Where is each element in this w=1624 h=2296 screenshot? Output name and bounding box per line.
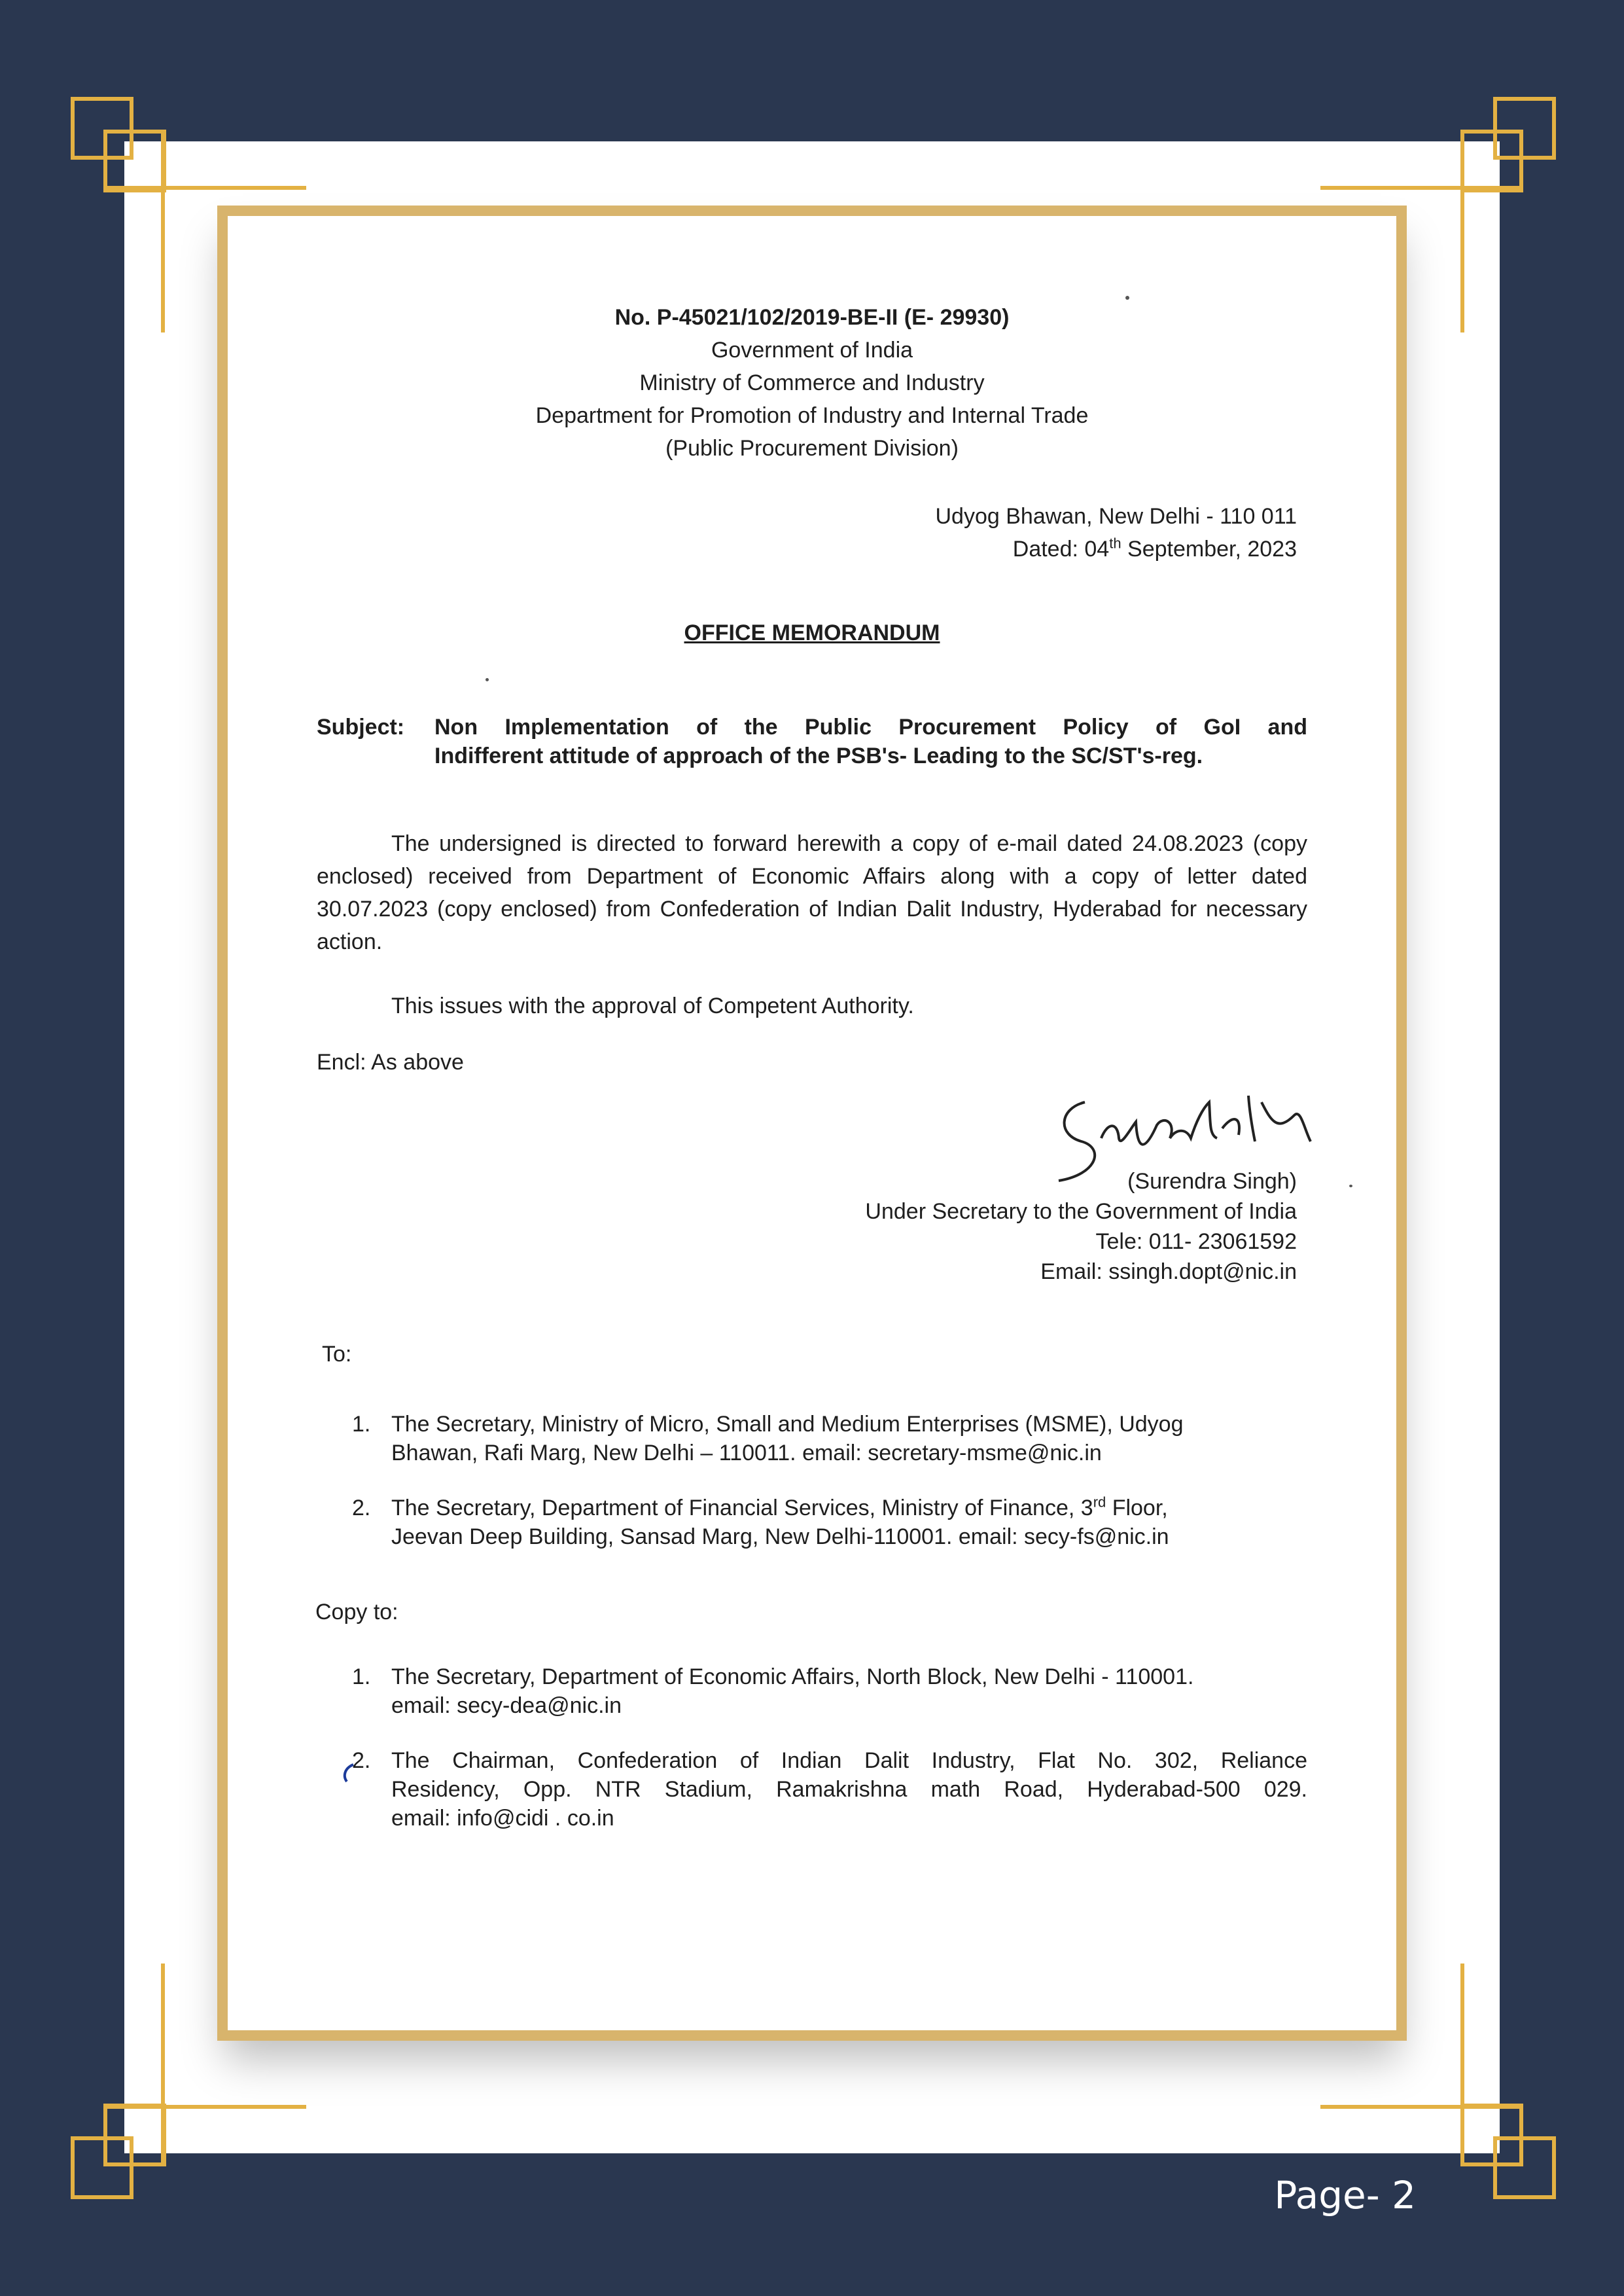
to-item-msme: The Secretary, Ministry of Micro, Small and Medium Enterprises (MSME), Udyog Bhawan, Rafi Marg, New Delhi – 110011. email: secretary-msme@nic.in xyxy=(391,1412,1184,1465)
to-item-number: 1. xyxy=(352,1412,371,1437)
org-line-division: (Public Procurement Division) xyxy=(665,436,959,461)
to-item-financial-services: The Secretary, Department of Financial Services, Ministry of Finance, 3rd Floor, Jeevan Deep Building, Sansad Marg, New Delhi-110001. email: secy-fs@nic.in xyxy=(391,1494,1169,1549)
pen-tick-mark xyxy=(339,1759,359,1785)
org-line-ministry: Ministry of Commerce and Industry xyxy=(639,370,985,395)
memo-number: No. P-45021/102/2019-BE-II (E- 29930) xyxy=(614,305,1010,330)
signatory-name: (Surendra Singh) xyxy=(1127,1169,1297,1194)
signatory-email: Email: ssingh.dopt@nic.in xyxy=(1040,1259,1297,1284)
scanned-memorandum xyxy=(217,206,1407,2041)
signatory-phone: Tele: 011- 23061592 xyxy=(1095,1229,1297,1254)
scan-speck xyxy=(485,678,489,681)
page-number: Page- 2 xyxy=(1274,2173,1416,2217)
org-line-department: Department for Promotion of Industry and Internal Trade xyxy=(535,403,1089,428)
copy-to-label: Copy to: xyxy=(315,1600,398,1624)
to-label: To: xyxy=(322,1342,352,1367)
subject-line-1: Non Implementation of the Public Procurement Policy of GoI and xyxy=(434,715,1307,740)
signatory-designation: Under Secretary to the Government of India xyxy=(865,1199,1297,1224)
subject-line-2: Indifferent attitude of approach of the PSB's- Leading to the SC/ST's-reg. xyxy=(434,744,1203,768)
scan-speck xyxy=(1349,1185,1352,1187)
copy-item-economic-affairs: The Secretary, Department of Economic Affairs, North Block, New Delhi - 110001. email: secy-dea@nic.in xyxy=(391,1664,1194,1718)
memo-date: Dated: 04th September, 2023 xyxy=(1012,535,1297,562)
to-item-number: 2. xyxy=(352,1496,371,1520)
body-paragraph-1: The undersigned is directed to forward herewith a copy of e-mail dated 24.08.2023 (copy enclosed) received from Department of Economic Affairs along with a copy of letter dated 30.07.2023 (copy enclosed) from Confederation of Indian Dalit Industry, Hyderabad for necessary action. xyxy=(317,831,1307,954)
copy-item-number: 2. xyxy=(352,1748,371,1773)
subject-label: Subject: xyxy=(317,715,405,740)
enclosure-note: Encl: As above xyxy=(317,1050,464,1075)
copy-item-dalit-industry: The Chairman, Confederation of Indian Dalit Industry, Flat No. 302, Reliance Residency, Opp. NTR Stadium, Ramakrishna math Road, Hyderabad-500 029. email: info@cidi . co.in xyxy=(391,1748,1307,1831)
office-address: Udyog Bhawan, New Delhi - 110 011 xyxy=(935,504,1297,529)
copy-item-number: 1. xyxy=(352,1664,371,1689)
memo-title: OFFICE MEMORANDUM xyxy=(684,620,940,645)
org-line-government: Government of India xyxy=(711,338,913,363)
body-paragraph-2: This issues with the approval of Competent Authority. xyxy=(391,994,914,1018)
scan-speck xyxy=(1125,296,1129,300)
